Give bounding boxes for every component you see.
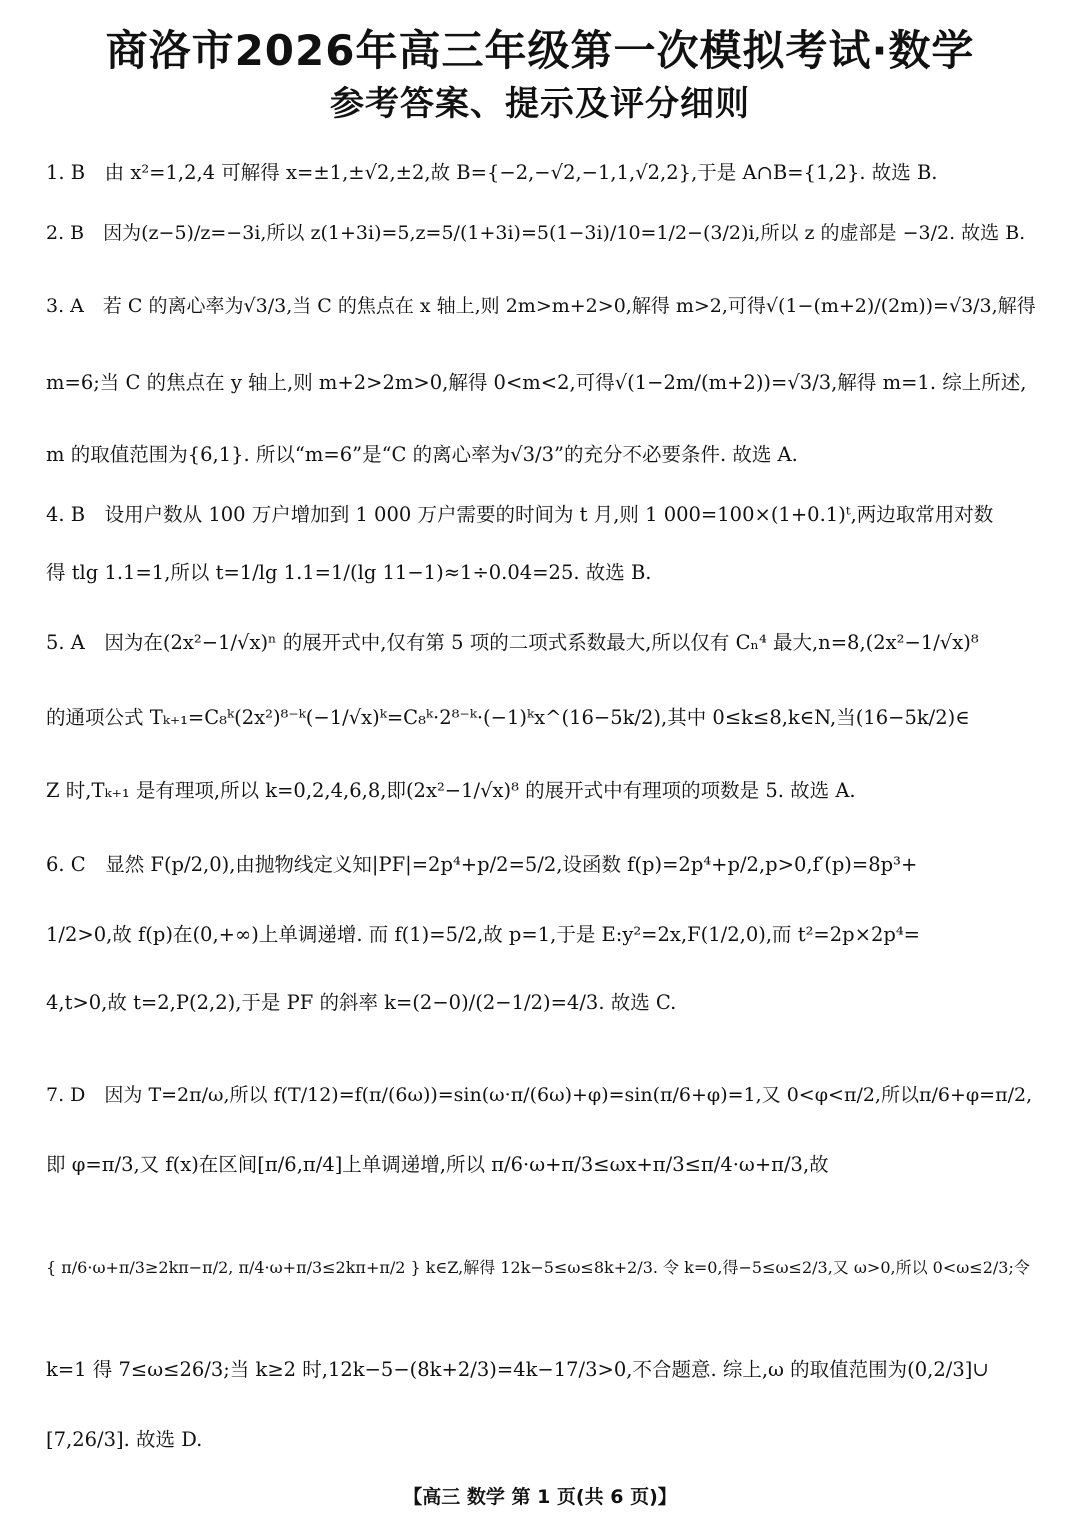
answer-line-6c: 4,t>0,故 t=2,P(2,2),于是 PF 的斜率 k=(2−0)/(2−1/2)=4/3. 故选 C.: [46, 991, 677, 1014]
answer-line-4: 4. B 设用户数从 100 万户增加到 1 000 万户需要的时间为 t 月,则 1 000=100×(1+0.1)ᵗ,两边取常用对数: [46, 503, 994, 526]
answer-line-3c: m 的取值范围为{6,1}. 所以“m=6”是“C 的离心率为√3/3”的充分不必要条件. 故选 A.: [46, 443, 798, 466]
answer-line-7c: { π/6·ω+π/3≥2kπ−π/2, π/4·ω+π/3≤2kπ+π/2 } k∈Z,解得 12k−5≤ω≤8k+2/3. 令 k=0,得−5≤ω≤2/3,又 ω>0,所以 0<ω≤2/3;令: [46, 1258, 1030, 1277]
answer-line-5: 5. A 因为在(2x²−1/√x)ⁿ 的展开式中,仅有第 5 项的二项式系数最大,所以仅有 Cₙ⁴ 最大,n=8,(2x²−1/√x)⁸: [46, 631, 979, 654]
answer-line-2: 2. B 因为(z−5)/z=−3i,所以 z(1+3i)=5,z=5/(1+3i)=5(1−3i)/10=1/2−(3/2)i,所以 z 的虚部是 −3/2. 故选 B.: [46, 222, 1026, 244]
answer-line-7d: k=1 得 7≤ω≤26/3;当 k≥2 时,12k−5−(8k+2/3)=4k−17/3>0,不合题意. 综上,ω 的取值范围为(0,2/3]∪: [46, 1358, 989, 1381]
answer-line-5c: Z 时,Tₖ₊₁ 是有理项,所以 k=0,2,4,6,8,即(2x²−1/√x)⁸ 的展开式中有理项的项数是 5. 故选 A.: [46, 779, 856, 802]
answer-line-4b: 得 tlg 1.1=1,所以 t=1/lg 1.1=1/(lg 11−1)≈1÷0.04=25. 故选 B.: [46, 561, 652, 584]
answer-line-6b: 1/2>0,故 f(p)在(0,+∞)上单调递增. 而 f(1)=5/2,故 p=1,于是 E:y²=2x,F(1/2,0),而 t²=2p×2p⁴=: [46, 923, 920, 946]
answer-line-3: 3. A 若 C 的离心率为√3/3,当 C 的焦点在 x 轴上,则 2m>m+2>0,解得 m>2,可得√(1−(m+2)/(2m))=√3/3,解得: [46, 295, 1036, 317]
answer-line-3b: m=6;当 C 的焦点在 y 轴上,则 m+2>2m>0,解得 0<m<2,可得√(1−2m/(m+2))=√3/3,解得 m=1. 综上所述,: [46, 371, 1027, 394]
page-title: 商洛市2026年高三年级第一次模拟考试·数学: [105, 26, 975, 75]
answer-line-5b: 的通项公式 Tₖ₊₁=C₈ᵏ(2x²)⁸⁻ᵏ(−1/√x)ᵏ=C₈ᵏ·2⁸⁻ᵏ·(−1)ᵏx^(16−5k/2),其中 0≤k≤8,k∈N,当(16−5k/2)∈: [46, 706, 970, 729]
page-subtitle: 参考答案、提示及评分细则: [330, 84, 750, 124]
answer-line-7b: 即 φ=π/3,又 f(x)在区间[π/6,π/4]上单调递增,所以 π/6·ω+π/3≤ωx+π/3≤π/4·ω+π/3,故: [46, 1153, 829, 1176]
answer-line-7e: [7,26/3]. 故选 D.: [46, 1428, 203, 1451]
answer-line-1: 1. B 由 x²=1,2,4 可解得 x=±1,±√2,±2,故 B={−2,−√2,−1,1,√2,2},于是 A∩B={1,2}. 故选 B.: [46, 161, 938, 184]
page-footer: 【高三 数学 第 1 页(共 6 页)】: [403, 1486, 677, 1508]
answer-line-7: 7. D 因为 T=2π/ω,所以 f(T/12)=f(π/(6ω))=sin(ω·π/(6ω)+φ)=sin(π/6+φ)=1,又 0<φ<π/2,所以π/6+φ=π/2,: [46, 1084, 1033, 1106]
answer-line-6: 6. C 显然 F(p/2,0),由抛物线定义知|PF|=2p⁴+p/2=5/2,设函数 f(p)=2p⁴+p/2,p>0,f′(p)=8p³+: [46, 853, 918, 876]
